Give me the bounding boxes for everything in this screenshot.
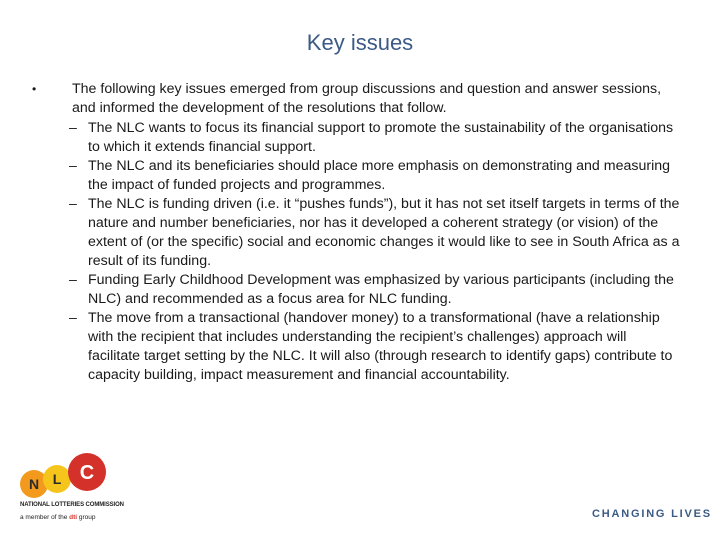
logo-subtitle-dti: dti (69, 514, 78, 521)
footer-tagline: CHANGING LIVES (592, 508, 712, 520)
logo-letter-l: L (52, 471, 62, 487)
main-bullet (30, 80, 680, 118)
slide-title: Key issues (306, 30, 414, 55)
dash-marker: – (69, 196, 77, 212)
sub-bullet (30, 119, 680, 157)
sub-bullet (30, 271, 680, 309)
dash-marker: – (69, 158, 77, 174)
dash-marker: – (69, 120, 77, 136)
sub-bullet (30, 195, 680, 271)
sub-bullet-text: The NLC wants to focus its financial support to promote the sustainability of the organisations to which it extends financial support. (88, 120, 674, 155)
logo-subtitle (20, 514, 120, 521)
sub-bullet-text: The NLC and its beneficiaries should place more emphasis on demonstrating and measuring the impact of funded projects and programmes. (88, 158, 671, 193)
dash-marker: – (69, 310, 77, 326)
dash-marker: – (69, 272, 77, 288)
bullet-marker: • (32, 82, 37, 96)
logo-letter-c: C (79, 462, 95, 484)
logo-subtitle-prefix: a member of the (20, 514, 70, 521)
logo-letter-n: N (28, 476, 40, 492)
sub-bullet-text: The move from a transactional (handover money) to a transformational (have a relationship with the recipient that includes understanding the recipient’s challenges) approach will facilitate target setting by the NLC. It will also (through research to identify gaps) contribute to capacity building, impact measurement and financial accountability. (88, 310, 673, 383)
sub-bullet-text: Funding Early Childhood Development was emphasized by various participants (including the NLC) and recommended as a focus area for NLC funding. (88, 272, 674, 307)
slide-content (30, 80, 680, 385)
logo-subtitle-suffix: group (77, 514, 96, 521)
sub-bullet-list (30, 119, 680, 385)
logo-name: NATIONAL LOTTERIES COMMISSION (20, 502, 124, 508)
sub-bullet-text: The NLC is funding driven (i.e. it “pushes funds”), but it has not set itself targets in terms of the nature and number beneficiaries, nor has it developed a coherent strategy (or vision) of the extent of (or the specific) social and economic changes it would like to see in South Africa as a result of its funding. (88, 196, 680, 269)
sub-bullet (30, 157, 680, 195)
nlc-logo (16, 452, 124, 527)
sub-bullet (30, 309, 680, 385)
nlc-logo-mark (16, 452, 116, 504)
main-bullet-text: The following key issues emerged from group discussions and question and answer sessions, and informed the development of the resolutions that follow. (72, 81, 662, 116)
